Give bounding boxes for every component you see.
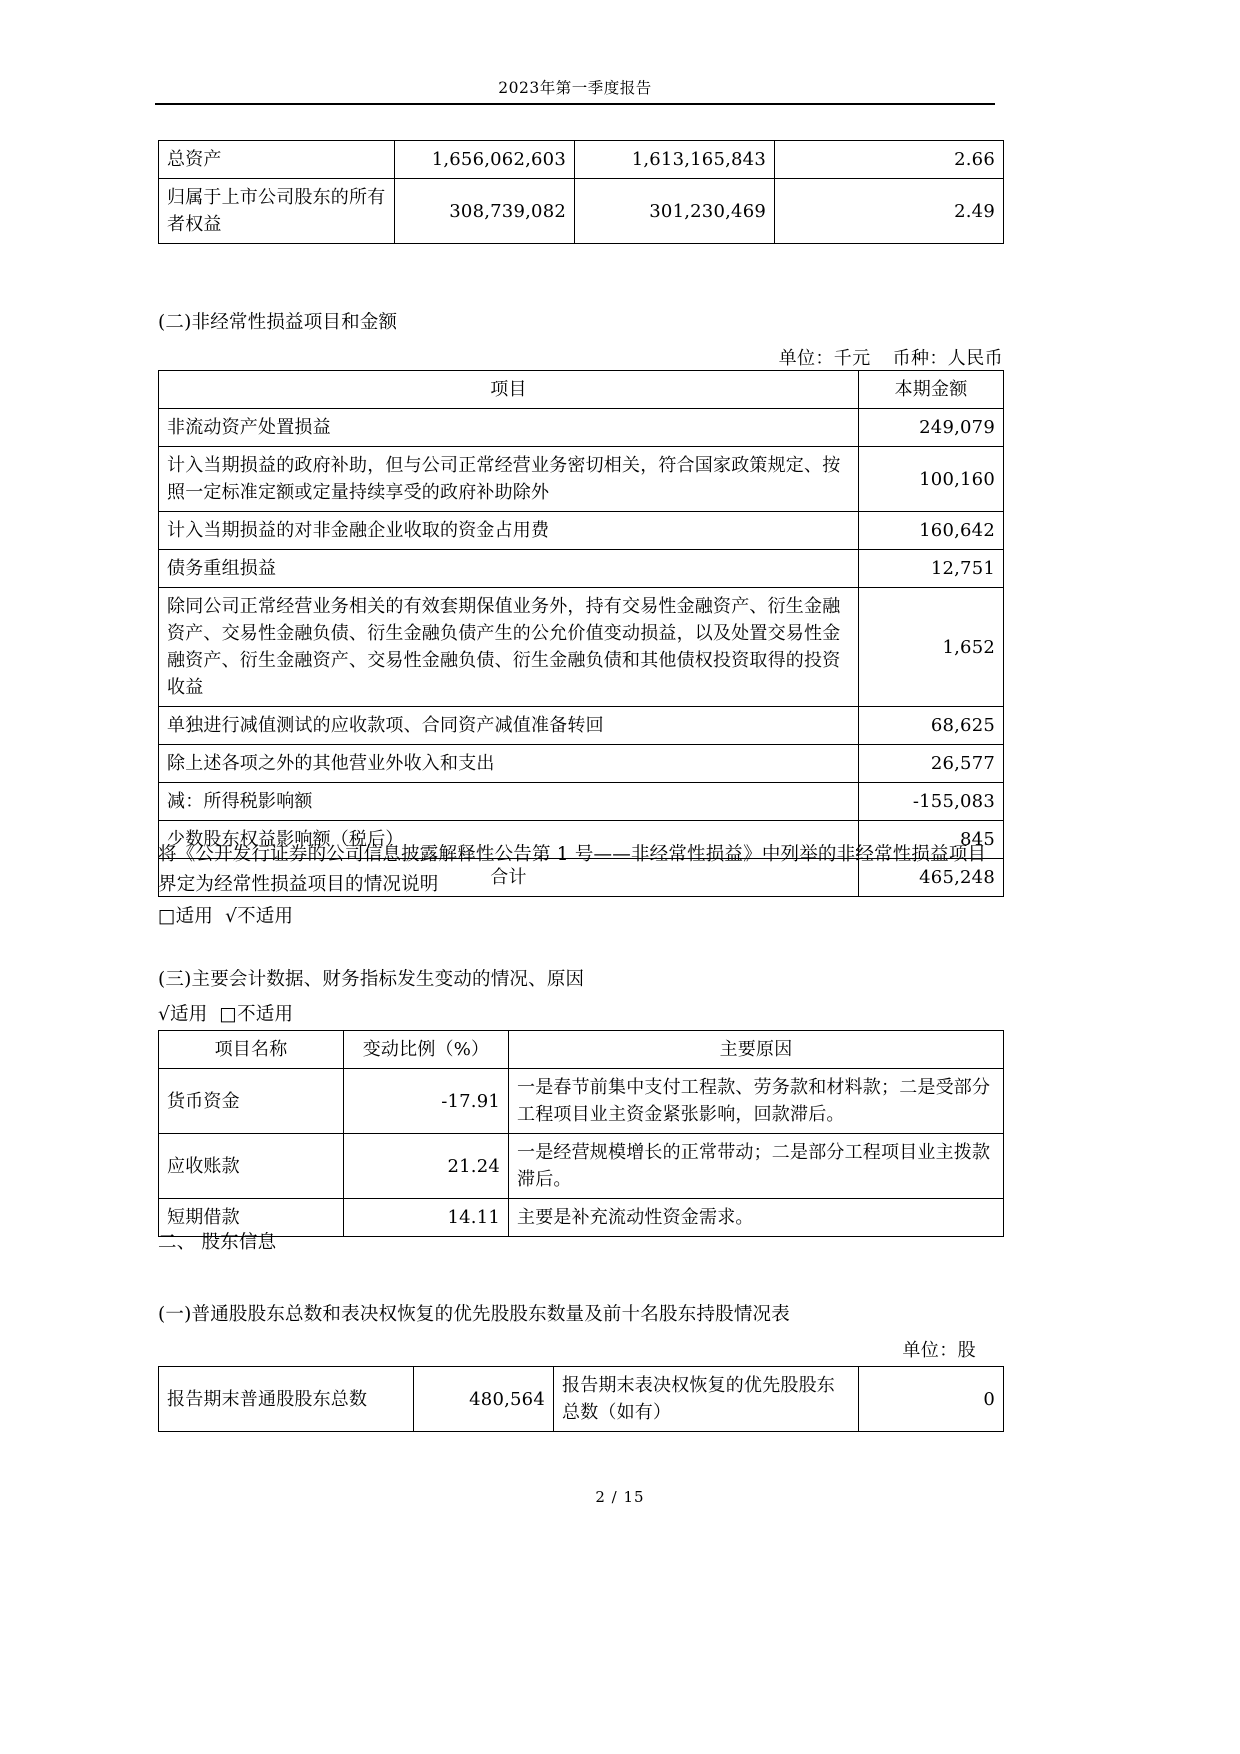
table-row: [159, 512, 1004, 550]
change-item-ratio: -17.91: [344, 1069, 509, 1134]
change-item-name: 货币资金: [159, 1069, 344, 1134]
table-header-row: [159, 1031, 1004, 1069]
shareholders-table: [158, 1366, 1004, 1432]
nonrec-item: 少数股东权益影响额（税后）: [159, 821, 859, 859]
section-two-heading: (二)非经常性损益项目和金额: [158, 312, 398, 333]
section-three-options: [158, 1000, 1003, 1026]
nonrec-item: 单独进行减值测试的应收款项、合同资产减值准备转回: [159, 707, 859, 745]
nonrec-amount: 160,642: [859, 512, 1004, 550]
change-item-ratio: 21.24: [344, 1134, 509, 1199]
change-table-wrapper: [158, 1030, 1003, 1237]
summary-row-label: 总资产: [159, 141, 395, 179]
table-row: [159, 1069, 1004, 1134]
nonrec-item: 计入当期损益的对非金融企业收取的资金占用费: [159, 512, 859, 550]
shareholders-subheading-wrapper: [158, 1300, 1003, 1330]
table-header-row: [159, 371, 1004, 409]
col-header-item: 项目: [159, 371, 859, 409]
unit-label: 单位：股: [902, 1340, 976, 1361]
table-row: [159, 745, 1004, 783]
change-item-reason: 主要是补充流动性资金需求。: [509, 1199, 1004, 1237]
section-two-note-options: [158, 902, 1003, 928]
checkbox-not-applicable[interactable]: √不适用: [225, 905, 294, 927]
col-header-ratio: 变动比例（%）: [344, 1031, 509, 1069]
nonrec-amount: 12,751: [859, 550, 1004, 588]
table-row: [159, 707, 1004, 745]
holder-label-preferred: 报告期末表决权恢复的优先股股东总数（如有）: [554, 1367, 859, 1432]
summary-row-change: 2.49: [775, 179, 1004, 244]
summary-row-label: 归属于上市公司股东的所有者权益: [159, 179, 395, 244]
checkbox-applicable[interactable]: □适用: [158, 905, 214, 927]
summary-table: [158, 140, 1004, 244]
change-item-ratio: 14.11: [344, 1199, 509, 1237]
nonrec-total-amount: 465,248: [859, 859, 1004, 897]
summary-row-previous: 1,613,165,843: [575, 141, 775, 179]
nonrec-amount: -155,083: [859, 783, 1004, 821]
table-row: [159, 783, 1004, 821]
page-number: 2 / 15: [595, 1488, 645, 1506]
change-item-reason: 一是春节前集中支付工程款、劳务款和材料款；二是受部分工程项目业主资金紧张影响，回款滞后。: [509, 1069, 1004, 1134]
shareholders-subheading: (一)普通股股东总数和表决权恢复的优先股股东数量及前十名股东持股情况表: [158, 1304, 790, 1325]
summary-row-previous: 301,230,469: [575, 179, 775, 244]
col-header-amount: 本期金额: [859, 371, 1004, 409]
table-row: [159, 179, 1004, 244]
section-three-heading: (三)主要会计数据、财务指标发生变动的情况、原因: [158, 969, 585, 990]
nonrec-total-label: 合计: [159, 859, 859, 897]
holder-label-common: 报告期末普通股股东总数: [159, 1367, 414, 1432]
nonrec-amount: 100,160: [859, 447, 1004, 512]
nonrec-amount: 249,079: [859, 409, 1004, 447]
shareholders-heading-wrapper: [158, 1228, 1003, 1258]
page-footer: [0, 1488, 1240, 1506]
shareholders-table-wrapper: [158, 1366, 1003, 1432]
holder-value-preferred: 0: [859, 1367, 1004, 1432]
table-row: [159, 447, 1004, 512]
shareholders-unit-line: [158, 1336, 1003, 1362]
header-title: 2023年第一季度报告: [498, 79, 652, 97]
page-header: [155, 78, 995, 98]
nonrec-amount: 1,652: [859, 588, 1004, 707]
col-header-reason: 主要原因: [509, 1031, 1004, 1069]
nonrec-item: 减：所得税影响额: [159, 783, 859, 821]
table-row: [159, 588, 1004, 707]
header-divider: [155, 103, 995, 105]
nonrecurring-table: [158, 370, 1004, 897]
unit-label: 单位：千元: [778, 348, 871, 369]
change-table: [158, 1030, 1004, 1237]
nonrecurring-table-wrapper: [158, 370, 1003, 897]
table-row: [159, 550, 1004, 588]
nonrec-amount: 26,577: [859, 745, 1004, 783]
section-two-note-wrapper: [158, 840, 1003, 928]
col-header-name: 项目名称: [159, 1031, 344, 1069]
nonrec-amount: 845: [859, 821, 1004, 859]
nonrec-item: 除同公司正常经营业务相关的有效套期保值业务外，持有交易性金融资产、衍生金融资产、交易性金融负债、衍生金融负债产生的公允价值变动损益，以及处置交易性金融资产、衍生金融资产、交易性金融负债、衍生金融负债和其他债权投资取得的投资收益: [159, 588, 859, 707]
table-row: [159, 409, 1004, 447]
holder-value-common: 480,564: [414, 1367, 554, 1432]
summary-row-current: 308,739,082: [395, 179, 575, 244]
change-item-reason: 一是经营规模增长的正常带动；二是部分工程项目业主拨款滞后。: [509, 1134, 1004, 1199]
section-two-heading-wrapper: [158, 308, 1003, 338]
nonrec-item: 非流动资产处置损益: [159, 409, 859, 447]
currency-label: 币种：人民币: [892, 348, 1003, 369]
change-item-name: 应收账款: [159, 1134, 344, 1199]
checkbox-applicable[interactable]: √适用: [158, 1004, 208, 1025]
nonrec-amount: 68,625: [859, 707, 1004, 745]
section-two-unit-line: [158, 344, 1003, 370]
checkbox-not-applicable[interactable]: □不适用: [219, 1004, 294, 1025]
table-row: [159, 1367, 1004, 1432]
nonrec-item: 除上述各项之外的其他营业外收入和支出: [159, 745, 859, 783]
summary-table-wrapper: [158, 140, 1003, 244]
summary-row-current: 1,656,062,603: [395, 141, 575, 179]
nonrec-item: 计入当期损益的政府补助，但与公司正常经营业务密切相关，符合国家政策规定、按照一定标准定额或定量持续享受的政府补助除外: [159, 447, 859, 512]
change-item-name: 短期借款: [159, 1199, 344, 1237]
shareholders-heading: 二、 股东信息: [158, 1232, 277, 1253]
section-two-note: 将《公开发行证券的公司信息披露解释性公告第 1 号——非经常性损益》中列举的非经常性损益项目界定为经常性损益项目的情况说明: [158, 844, 987, 895]
table-row: [159, 141, 1004, 179]
section-three-heading-wrapper: [158, 965, 1003, 995]
table-row: [159, 1134, 1004, 1199]
summary-row-change: 2.66: [775, 141, 1004, 179]
nonrec-item: 债务重组损益: [159, 550, 859, 588]
